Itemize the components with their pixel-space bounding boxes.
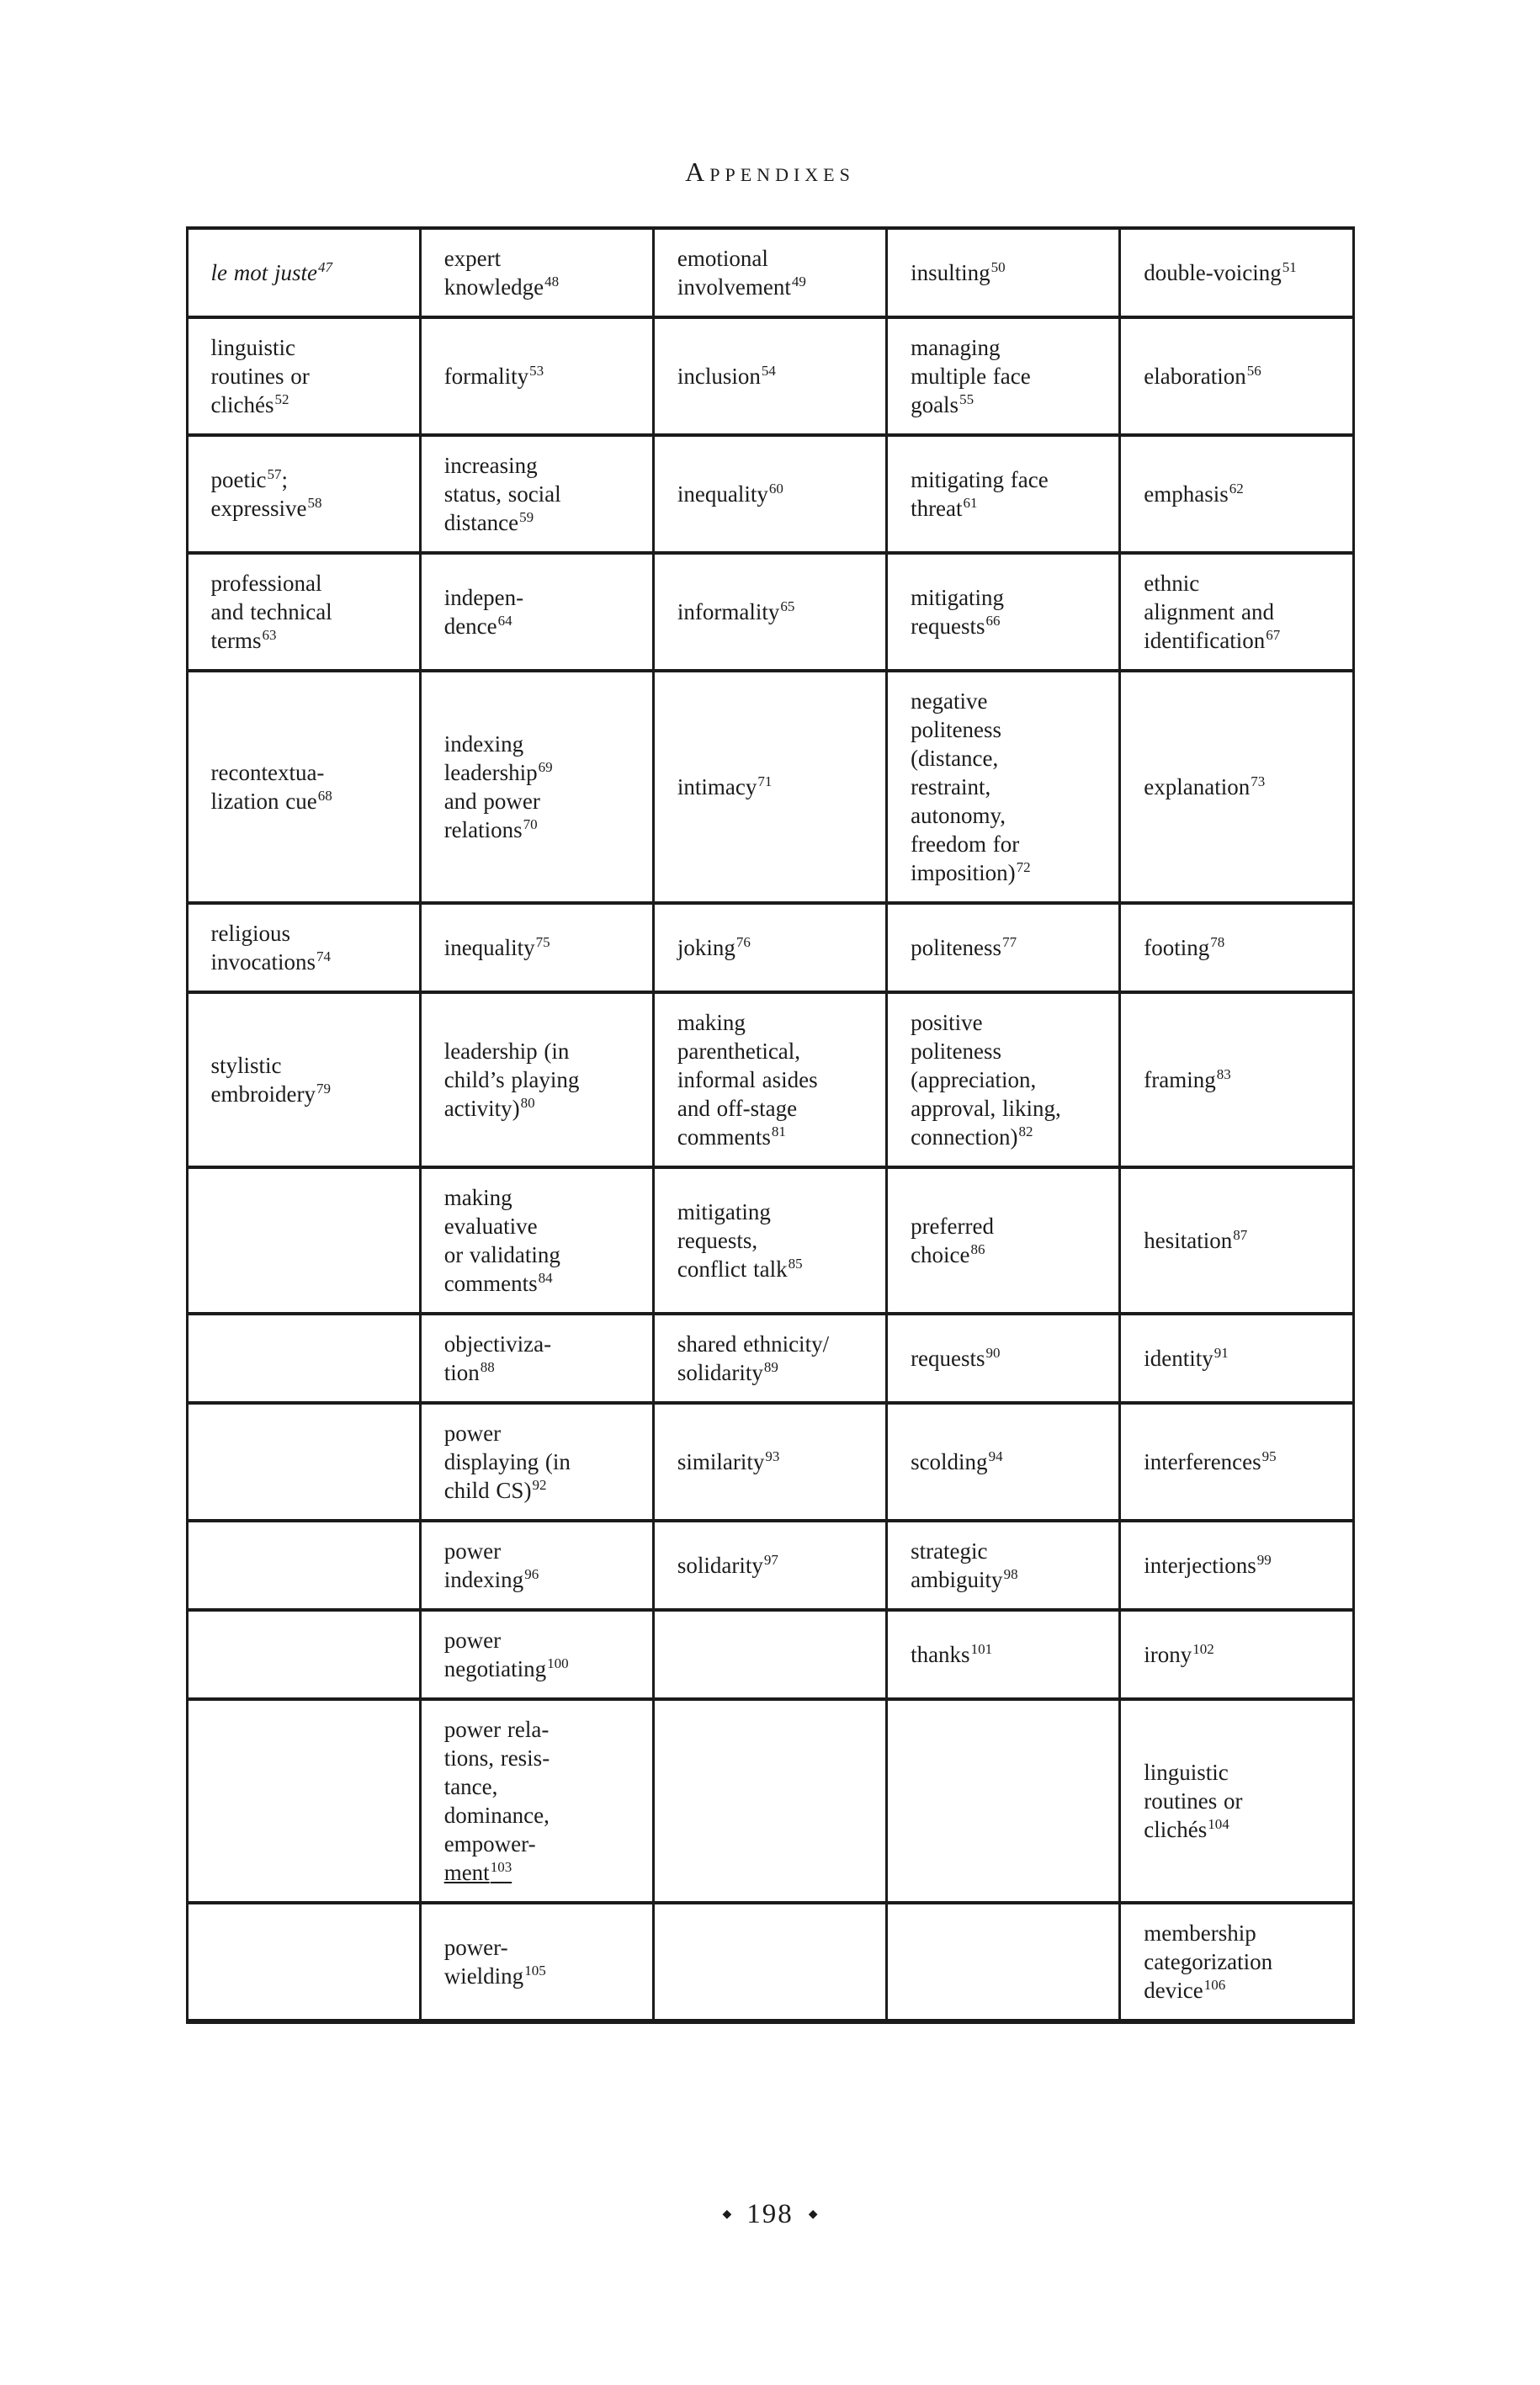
- table-row: [187, 317, 1353, 435]
- footnote-number: 61: [963, 495, 978, 511]
- footnote-number: 106: [1203, 1977, 1226, 1993]
- cell-text: restraint,: [911, 774, 991, 799]
- footnote-number: 50: [990, 259, 1006, 275]
- cell-text: power: [443, 1538, 502, 1564]
- cell-text: and off-stage: [677, 1096, 798, 1121]
- cell-text: emphasis$^{62}$: [1144, 481, 1244, 507]
- cell-text: requests$^{90}$: [911, 1345, 1001, 1371]
- footnote-number: 80: [520, 1095, 535, 1111]
- table-cell: [887, 1521, 1120, 1610]
- cell-text: expressive$^{58}$: [210, 495, 322, 521]
- terms-table-body: [187, 228, 1353, 2021]
- table-cell: [187, 1521, 420, 1610]
- cell-text: tion$^{88}$: [443, 1359, 495, 1385]
- table-cell: [1120, 1521, 1353, 1610]
- table-cell: [653, 1610, 886, 1699]
- table-cell: [887, 1314, 1120, 1403]
- footer-diamond-left-icon: ◆: [722, 2207, 732, 2221]
- cell-text: alignment and: [1144, 599, 1274, 624]
- cell-text: explanation$^{73}$: [1144, 773, 1266, 799]
- footnote-number: 48: [544, 274, 560, 289]
- table-row: [187, 671, 1353, 903]
- cell-text: goals$^{55}$: [911, 391, 974, 417]
- table-cell: [653, 553, 886, 671]
- cell-text: informal asides: [677, 1067, 818, 1092]
- cell-text: displaying (in: [443, 1449, 571, 1474]
- table-cell: [1120, 1314, 1353, 1403]
- cell-text: imposition)$^{72}$: [911, 859, 1031, 885]
- cell-text: dominance,: [443, 1803, 550, 1828]
- cell-text: strategic: [911, 1538, 988, 1564]
- appendix-terms-table: [186, 226, 1355, 2024]
- footnote-number: 100: [547, 1655, 569, 1671]
- table-cell: [420, 435, 653, 553]
- cell-text: comments$^{81}$: [677, 1123, 786, 1150]
- table-cell: [653, 435, 886, 553]
- cell-text: indexing: [443, 731, 524, 757]
- cell-text: mitigating: [911, 585, 1005, 610]
- table-row: [187, 553, 1353, 671]
- cell-text: identification$^{67}$: [1144, 627, 1281, 653]
- footnote-number: 90: [985, 1345, 1001, 1361]
- footnote-number: 104: [1208, 1816, 1229, 1832]
- cell-text: power-: [443, 1935, 508, 1960]
- footnote-number: 87: [1233, 1227, 1248, 1243]
- table-row: [187, 435, 1353, 553]
- cell-text: footing$^{78}$: [1144, 934, 1225, 960]
- footnote-number: 76: [735, 934, 751, 950]
- footnote-number: 75: [535, 934, 550, 950]
- cell-text: double-voicing$^{51}$: [1144, 259, 1297, 285]
- table-cell: [187, 1903, 420, 2021]
- cell-text: power rela-: [443, 1717, 550, 1742]
- table-row: [187, 1610, 1353, 1699]
- footnote-number: 85: [788, 1256, 803, 1272]
- table-cell: [1120, 671, 1353, 903]
- footnote-number: 65: [780, 598, 795, 614]
- footnote-number: 60: [768, 481, 783, 497]
- cell-text: categorization: [1144, 1949, 1273, 1974]
- cell-text: thanks$^{101}$: [911, 1641, 993, 1667]
- footnote-number: 47: [317, 259, 332, 275]
- table-row: [187, 1403, 1353, 1521]
- cell-text: ambiguity$^{98}$: [911, 1566, 1018, 1592]
- footnote-number: 79: [316, 1081, 331, 1097]
- cell-text: formality$^{53}$: [443, 363, 544, 389]
- table-cell: [420, 1699, 653, 1903]
- cell-text: power: [443, 1421, 502, 1446]
- cell-text: knowledge$^{48}$: [443, 274, 560, 300]
- cell-text: autonomy,: [911, 803, 1006, 828]
- table-cell: [653, 1903, 886, 2021]
- table-cell: [653, 1167, 886, 1314]
- table-cell: [1120, 435, 1353, 553]
- cell-text: poetic$^{57}$: [210, 466, 282, 492]
- footnote-number: 92: [532, 1477, 547, 1493]
- cell-text: expert: [443, 246, 502, 271]
- table-cell: [887, 1699, 1120, 1903]
- footnote-number: 51: [1282, 259, 1297, 275]
- cell-text: leadership$^{69}$: [443, 759, 553, 785]
- cell-text: framing$^{83}$: [1144, 1066, 1231, 1092]
- table-cell: [653, 903, 886, 992]
- cell-text: involvement$^{49}$: [677, 274, 806, 300]
- cell-text: evaluative: [443, 1214, 538, 1239]
- footnote-number: 56: [1246, 363, 1261, 379]
- footnote-number: 70: [523, 816, 538, 832]
- cell-text: freedom for: [911, 831, 1020, 857]
- table-cell: [187, 903, 420, 992]
- table-cell: [420, 903, 653, 992]
- cell-text: relations$^{70}$: [443, 816, 538, 842]
- table-row: [187, 1521, 1353, 1610]
- footnote-number: 69: [538, 759, 553, 775]
- footnote-number: 83: [1216, 1066, 1231, 1082]
- cell-text: routines or: [1144, 1788, 1243, 1814]
- cell-text: connection)$^{82}$: [911, 1123, 1033, 1150]
- cell-text: device$^{106}$: [1144, 1977, 1226, 2003]
- cell-text: clichés$^{104}$: [1144, 1816, 1229, 1842]
- cell-text: politeness: [911, 717, 1002, 742]
- footnote-number: 89: [763, 1359, 778, 1375]
- cell-text: professional: [210, 571, 322, 596]
- table-cell: [1120, 1610, 1353, 1699]
- table-cell: [887, 435, 1120, 553]
- footnote-number: 64: [497, 613, 512, 629]
- footnote-number: 102: [1192, 1641, 1214, 1657]
- cell-text: identity$^{91}$: [1144, 1345, 1229, 1371]
- cell-text: elaboration$^{56}$: [1144, 363, 1261, 389]
- cell-text: making: [443, 1185, 512, 1210]
- cell-text: hesitation$^{87}$: [1144, 1227, 1248, 1253]
- cell-text: positive: [911, 1010, 983, 1035]
- footnote-number: 95: [1261, 1448, 1277, 1464]
- table-cell: [187, 1314, 420, 1403]
- cell-text: child CS)$^{92}$: [443, 1477, 547, 1503]
- cell-text: activity)$^{80}$: [443, 1095, 535, 1121]
- cell-text: informality$^{65}$: [677, 598, 795, 624]
- footnote-number: 101: [970, 1641, 993, 1657]
- table-cell: [420, 1403, 653, 1521]
- footnote-number: 55: [959, 391, 974, 407]
- cell-text: similarity$^{93}$: [677, 1448, 780, 1474]
- cell-text: religious: [210, 921, 290, 946]
- table-cell: [420, 671, 653, 903]
- footnote-number: 71: [757, 773, 773, 789]
- footnote-number: 67: [1266, 627, 1281, 643]
- footnote-number: 49: [791, 274, 806, 289]
- cell-text: and technical: [210, 599, 332, 624]
- cell-text: recontextua-: [210, 760, 325, 785]
- cell-text: conflict talk$^{85}$: [677, 1256, 803, 1282]
- table-cell: [653, 1403, 886, 1521]
- table-cell: [1120, 228, 1353, 317]
- footnote-number: 63: [262, 627, 277, 643]
- table-cell: [887, 903, 1120, 992]
- cell-text: or validating: [443, 1242, 560, 1267]
- cell-text: requests$^{66}$: [911, 613, 1001, 639]
- cell-text: indexing$^{96}$: [443, 1566, 539, 1592]
- cell-text: wielding$^{105}$: [443, 1963, 546, 1989]
- cell-text: linguistic: [1144, 1760, 1229, 1785]
- table-cell: [887, 1167, 1120, 1314]
- page-heading: Appendixes: [685, 157, 855, 187]
- page-footer: [0, 2199, 1540, 2230]
- table-cell: [187, 1167, 420, 1314]
- footnote-number: 91: [1213, 1345, 1229, 1361]
- footnote-number: 97: [763, 1552, 778, 1568]
- footnote-number: 99: [1256, 1552, 1272, 1568]
- footnote-number: 52: [274, 391, 289, 407]
- table-cell: [1120, 1403, 1353, 1521]
- table-cell: [187, 992, 420, 1167]
- cell-text: interferences$^{95}$: [1144, 1448, 1277, 1474]
- table-cell: [887, 553, 1120, 671]
- table-cell: [187, 1610, 420, 1699]
- table-cell: [187, 671, 420, 903]
- footnote-number: 78: [1210, 934, 1225, 950]
- footnote-number: 86: [970, 1241, 985, 1257]
- table-cell: [887, 1610, 1120, 1699]
- table-cell: [187, 1699, 420, 1903]
- footnote-number: 96: [524, 1566, 539, 1582]
- footnote-number: 57: [267, 466, 282, 482]
- cell-text: increasing: [443, 453, 538, 478]
- cell-text: routines or: [210, 364, 310, 389]
- table-cell: [420, 1903, 653, 2021]
- table-cell: [653, 1521, 886, 1610]
- footnote-number: 93: [765, 1448, 780, 1464]
- table-cell: [1120, 317, 1353, 435]
- cell-text: dence$^{64}$: [443, 613, 512, 639]
- cell-text: solidarity$^{97}$: [677, 1552, 778, 1578]
- cell-text: approval, liking,: [911, 1096, 1061, 1121]
- table-cell: [1120, 1699, 1353, 1903]
- cell-text: emotional: [677, 246, 768, 271]
- footnote-number: 105: [524, 1963, 546, 1979]
- cell-text: interjections$^{99}$: [1144, 1552, 1272, 1578]
- table-cell: [653, 1314, 886, 1403]
- footnote-number: 81: [771, 1123, 786, 1139]
- cell-text: distance$^{59}$: [443, 509, 534, 535]
- table-cell: [187, 435, 420, 553]
- table-cell: [420, 1521, 653, 1610]
- cell-text: clichés$^{52}$: [210, 391, 289, 417]
- table-cell: [420, 317, 653, 435]
- footnote-number: 88: [480, 1359, 495, 1375]
- table-cell: [1120, 1167, 1353, 1314]
- cell-text: terms$^{63}$: [210, 627, 277, 653]
- footer-diamond-right-icon: ◆: [808, 2207, 818, 2221]
- cell-text: shared ethnicity/: [677, 1331, 830, 1357]
- cell-text: tance,: [443, 1774, 498, 1799]
- cell-text: status, social: [443, 481, 561, 507]
- table-cell: [420, 1314, 653, 1403]
- cell-text: making: [677, 1010, 746, 1035]
- cell-text: membership: [1144, 1920, 1256, 1946]
- cell-text: threat$^{61}$: [911, 495, 978, 521]
- table-row: [187, 228, 1353, 317]
- cell-text: ment$^{103}$: [443, 1859, 512, 1885]
- cell-text: (distance,: [911, 746, 999, 771]
- cell-text: parenthetical,: [677, 1038, 801, 1064]
- table-cell: [887, 317, 1120, 435]
- table-cell: [187, 1403, 420, 1521]
- footnote-number: 103: [490, 1859, 512, 1875]
- table-row: [187, 1167, 1353, 1314]
- cell-text: comments$^{84}$: [443, 1270, 553, 1296]
- footnote-number: 84: [538, 1270, 553, 1286]
- table-row: [187, 1903, 1353, 2021]
- footnote-number: 68: [317, 788, 332, 804]
- cell-text: requests,: [677, 1228, 758, 1253]
- cell-text: linguistic: [210, 335, 295, 360]
- cell-text: joking$^{76}$: [677, 934, 751, 960]
- table-cell: [887, 992, 1120, 1167]
- cell-text: choice$^{86}$: [911, 1241, 985, 1267]
- footnote-number: 74: [316, 948, 331, 964]
- cell-text: negotiating$^{100}$: [443, 1655, 569, 1681]
- cell-text: lization cue$^{68}$: [210, 788, 332, 814]
- cell-text: solidarity$^{89}$: [677, 1359, 778, 1385]
- cell-text: politeness: [911, 1038, 1002, 1064]
- table-cell: [653, 228, 886, 317]
- table-cell: [887, 1903, 1120, 2021]
- table-cell: [1120, 992, 1353, 1167]
- cell-text: managing: [911, 335, 1001, 360]
- table-cell: [653, 317, 886, 435]
- cell-text: le mot juste$^{47}$: [210, 259, 332, 285]
- table-cell: [420, 992, 653, 1167]
- cell-text: embroidery$^{79}$: [210, 1081, 331, 1107]
- table-cell: [653, 992, 886, 1167]
- cell-text: (appreciation,: [911, 1067, 1037, 1092]
- cell-text: inclusion$^{54}$: [677, 363, 776, 389]
- table-cell: [420, 1610, 653, 1699]
- cell-text: inequality$^{75}$: [443, 934, 550, 960]
- table-cell: [887, 671, 1120, 903]
- cell-text: scolding$^{94}$: [911, 1448, 1003, 1474]
- footnote-number: 94: [988, 1448, 1003, 1464]
- cell-text: and power: [443, 789, 540, 814]
- cell-text: insulting$^{50}$: [911, 259, 1006, 285]
- cell-text: irony$^{102}$: [1144, 1641, 1214, 1667]
- table-cell: [420, 228, 653, 317]
- cell-text: leadership (in: [443, 1038, 570, 1064]
- table-row: [187, 1699, 1353, 1903]
- footnote-number: 66: [985, 613, 1001, 629]
- cell-text: stylistic: [210, 1053, 282, 1078]
- cell-text: inequality$^{60}$: [677, 481, 783, 507]
- footnote-number: 73: [1251, 773, 1266, 789]
- page-number: 198: [746, 2199, 794, 2229]
- table-cell: [1120, 903, 1353, 992]
- cell-text: tions, resis-: [443, 1745, 550, 1771]
- table-cell: [187, 317, 420, 435]
- footnote-number: 82: [1018, 1123, 1033, 1139]
- footnote-number: 58: [307, 495, 322, 511]
- footnote-number: 98: [1003, 1566, 1018, 1582]
- table-cell: [1120, 1903, 1353, 2021]
- footnote-number: 54: [761, 363, 776, 379]
- table-cell: [420, 553, 653, 671]
- cell-text: politeness$^{77}$: [911, 934, 1017, 960]
- table-cell: [653, 671, 886, 903]
- footnote-number: 72: [1016, 859, 1031, 875]
- table-cell: [187, 228, 420, 317]
- table-row: [187, 992, 1353, 1167]
- cell-text: power: [443, 1628, 502, 1653]
- cell-text: intimacy$^{71}$: [677, 773, 773, 799]
- table-row: [187, 1314, 1353, 1403]
- cell-text: objectiviza-: [443, 1331, 552, 1357]
- cell-text: preferred: [911, 1214, 994, 1239]
- cell-text: indepen-: [443, 585, 524, 610]
- table-cell: [887, 228, 1120, 317]
- table-cell: [653, 1699, 886, 1903]
- table-row: [187, 903, 1353, 992]
- cell-text: mitigating: [677, 1199, 771, 1224]
- table-cell: [420, 1167, 653, 1314]
- cell-text: ;: [281, 467, 288, 492]
- footnote-number: 53: [529, 363, 544, 379]
- table-cell: [187, 553, 420, 671]
- cell-text: negative: [911, 688, 988, 714]
- cell-text: child’s playing: [443, 1067, 580, 1092]
- cell-text: empower-: [443, 1831, 536, 1856]
- table-cell: [1120, 553, 1353, 671]
- footnote-number: 77: [1002, 934, 1017, 950]
- footnote-number: 62: [1229, 481, 1244, 497]
- cell-text: multiple face: [911, 364, 1031, 389]
- cell-text: invocations$^{74}$: [210, 948, 331, 975]
- cell-text: ethnic: [1144, 571, 1200, 596]
- table-cell: [887, 1403, 1120, 1521]
- cell-text: mitigating face: [911, 467, 1049, 492]
- footnote-number: 59: [519, 509, 534, 525]
